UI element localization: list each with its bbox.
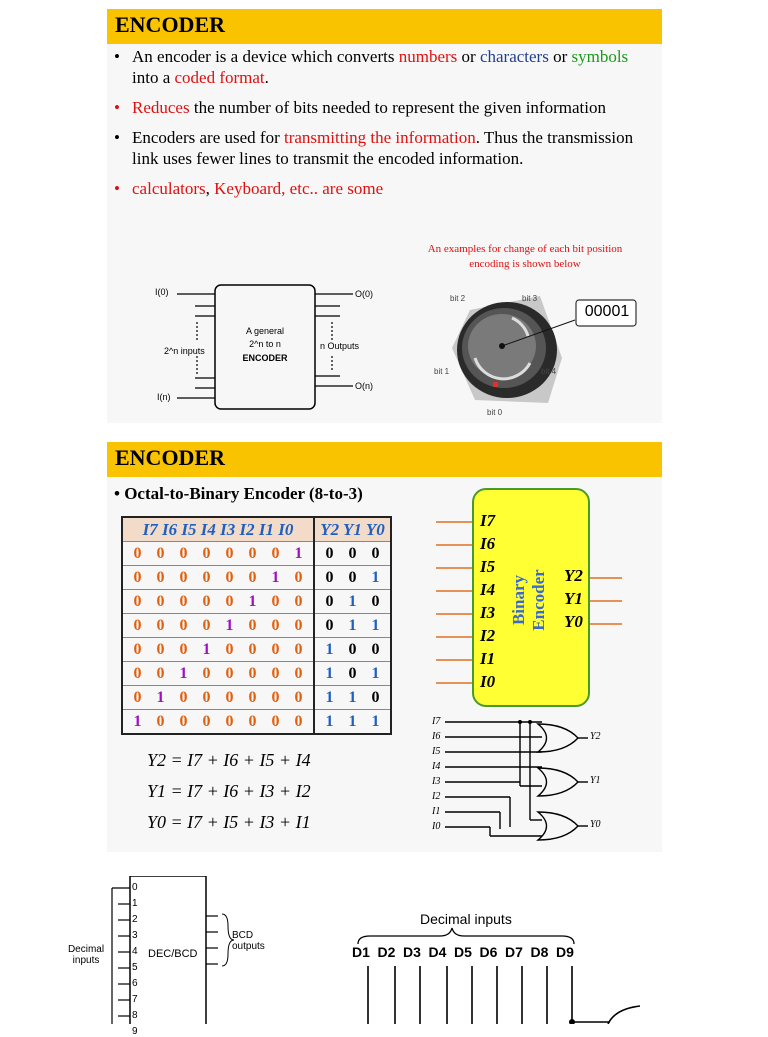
row-outputs	[314, 614, 391, 638]
output-bit: 0	[371, 640, 380, 658]
input-bit: 0	[248, 640, 257, 658]
output-bit: 0	[371, 544, 380, 562]
input-bit: 0	[179, 592, 188, 610]
input-bit: 1	[294, 544, 303, 562]
output-bit: 1	[371, 664, 380, 682]
input-bit: 1	[179, 664, 188, 682]
header-inputs: I7 I6 I5 I4 I3 I2 I1 I0	[122, 517, 314, 542]
input-bit: 1	[248, 592, 257, 610]
equation-y0: Y0 = I7 + I5 + I3 + I1	[147, 812, 311, 832]
input-bit: 0	[225, 544, 234, 562]
input-bit: 1	[271, 568, 280, 586]
truth-table-row	[122, 542, 391, 566]
truth-table-row	[122, 710, 391, 735]
decimal-label-line1: Decimal	[67, 944, 105, 955]
output-bit: 0	[325, 544, 334, 562]
input-bit: 0	[294, 688, 303, 706]
bcd-label-line1: BCD	[232, 930, 254, 941]
bullet-examples: • calculators, Keyboard, etc.. are some	[114, 179, 384, 198]
input-bit: 0	[133, 592, 142, 610]
encoder-output-label: Y0	[564, 612, 583, 631]
encoder-input-label: I4	[480, 580, 496, 599]
inputs-label: 2^n inputs	[164, 346, 205, 356]
output-bit: 1	[348, 616, 357, 634]
encoder-input-label: I3	[480, 603, 496, 622]
input-bottom-label: I(n)	[157, 392, 171, 402]
input-bit: 0	[179, 568, 188, 586]
output-bit: 0	[371, 592, 380, 610]
gate-input-label: I4	[432, 761, 441, 772]
encoder-input-label: I1	[480, 649, 496, 668]
slide-1-bullets	[114, 46, 654, 208]
input-bit: 0	[179, 688, 188, 706]
dec-bcd-chip-label: DEC/BCD	[148, 948, 198, 960]
truth-table-row	[122, 614, 391, 638]
input-bit: 0	[271, 688, 280, 706]
dec-bcd-pin-label: 1	[132, 898, 138, 909]
block-line2: 2^n to n	[249, 339, 281, 349]
disk-code-display: 00001	[584, 303, 630, 320]
input-bit: 0	[156, 640, 165, 658]
dec-bcd-pin-label: 8	[132, 1010, 138, 1021]
slide-2-title-bar	[107, 442, 662, 477]
equation-y2: Y2 = I7 + I6 + I5 + I4	[147, 750, 311, 770]
input-bit: 0	[156, 568, 165, 586]
output-bit: 0	[348, 664, 357, 682]
encoder-input-label: I0	[480, 672, 496, 691]
input-bit: 0	[202, 664, 211, 682]
bullet-text: .	[264, 68, 269, 87]
header-outputs: Y2 Y1 Y0	[314, 517, 391, 542]
slide-1-title: ENCODER	[115, 12, 226, 37]
output-bit: 1	[348, 688, 357, 706]
encoder-label-line2: Encoder	[529, 569, 548, 631]
row-inputs	[122, 566, 314, 590]
encoder-input-label: I2	[480, 626, 496, 645]
block-line1: A general	[245, 326, 285, 336]
d-input-label: D7	[505, 944, 523, 960]
dec-bcd-pin-label: 5	[132, 962, 138, 973]
input-top-label: I(0)	[155, 287, 169, 297]
input-bit: 1	[156, 688, 165, 706]
disk-bit4-label: bit 4	[541, 367, 557, 376]
input-bit: 0	[133, 688, 142, 706]
octal-bullet-text: Octal-to-Binary Encoder (8-to-3)	[124, 484, 363, 503]
input-bit: 0	[179, 640, 188, 658]
input-bit: 0	[294, 664, 303, 682]
output-bit: 0	[371, 688, 380, 706]
encoder-input-label: I6	[480, 534, 496, 553]
output-bit: 1	[371, 712, 380, 730]
output-bit: 1	[371, 616, 380, 634]
bullet-reduces: • Reduces the number of bits needed to represent the given information	[114, 98, 606, 117]
disk-bit0-label: bit 0	[487, 408, 503, 417]
encoder-output-label: Y2	[564, 566, 583, 585]
input-bit: 0	[202, 688, 211, 706]
dec-bcd-pin-label: 3	[132, 930, 138, 941]
encoder-input-label: I7	[480, 511, 496, 530]
input-bit: 0	[225, 568, 234, 586]
truth-table	[121, 516, 392, 735]
decimal-inputs-title: Decimal inputs	[420, 911, 512, 927]
input-bit: 0	[133, 568, 142, 586]
dec-bcd-pin-label: 9	[132, 1026, 138, 1037]
input-bit: 0	[202, 712, 211, 730]
input-bit: 0	[271, 592, 280, 610]
bullet-text: . Thus the transmission link uses fewer lines to transmit the encoded information.	[132, 128, 634, 168]
row-inputs	[122, 614, 314, 638]
output-top-label: O(0)	[355, 289, 373, 299]
bullet-text: or	[548, 47, 572, 66]
truth-table-row	[122, 638, 391, 662]
d-input-label: D9	[556, 944, 574, 960]
input-bit: 0	[156, 712, 165, 730]
row-outputs	[314, 686, 391, 710]
keyword-reduces: Reduces	[132, 98, 190, 117]
encoder-label	[509, 560, 549, 640]
row-outputs	[314, 662, 391, 686]
input-bit: 0	[225, 712, 234, 730]
input-bit: 0	[133, 664, 142, 682]
d-input-label: D2	[377, 944, 396, 960]
gate-input-label: I2	[432, 791, 441, 802]
input-bit: 0	[156, 544, 165, 562]
input-bit: 0	[248, 688, 257, 706]
bullet-text: ,	[205, 179, 215, 198]
gate-input-label: I5	[432, 746, 441, 757]
keyword-keyboard: Keyboard	[214, 179, 282, 198]
truth-table-row	[122, 590, 391, 614]
bcd-outputs-label	[232, 930, 265, 952]
output-bit: 1	[325, 688, 334, 706]
bullet-text: the number of bits needed to represent the given information	[189, 98, 606, 117]
output-bit: 0	[325, 568, 334, 586]
input-bit: 0	[225, 688, 234, 706]
input-bit: 0	[271, 664, 280, 682]
input-bit: 0	[133, 544, 142, 562]
bullet-text: An encoder is a device which converts	[132, 47, 399, 66]
d-input-label: D1	[352, 944, 370, 960]
keyword-coded-format: coded format	[174, 68, 265, 87]
d-input-label: D6	[479, 944, 498, 960]
encoder-output-label: Y1	[564, 589, 583, 608]
output-bit: 1	[325, 640, 334, 658]
keyword-transmitting: transmitting the information	[284, 128, 476, 147]
input-bit: 0	[133, 616, 142, 634]
input-bit: 0	[294, 616, 303, 634]
input-bit: 0	[225, 592, 234, 610]
row-outputs	[314, 566, 391, 590]
dec-bcd-diagram	[100, 876, 300, 1024]
slide-1-title-bar	[107, 9, 662, 44]
row-outputs	[314, 710, 391, 735]
gate-output-label: Y2	[590, 731, 601, 742]
input-bit: 0	[294, 568, 303, 586]
input-bit: 0	[202, 592, 211, 610]
equation-y1: Y1 = I7 + I6 + I3 + I2	[147, 781, 311, 801]
keyword-numbers: numbers	[398, 47, 458, 66]
row-outputs	[314, 542, 391, 566]
disk-bit2-label: bit 2	[450, 294, 466, 303]
input-bit: 0	[202, 616, 211, 634]
disk-bit3-label: bit 3	[522, 294, 538, 303]
bullet-text: into a	[132, 68, 175, 87]
encoder-label-line1: Binary	[509, 574, 528, 626]
octal-bullet: • Octal-to-Binary Encoder (8-to-3)	[114, 484, 363, 503]
input-bit: 0	[225, 640, 234, 658]
gate-output-label: Y1	[590, 775, 601, 786]
input-bit: 0	[248, 568, 257, 586]
row-inputs	[122, 542, 314, 566]
input-bit: 0	[179, 544, 188, 562]
input-bit: 0	[294, 712, 303, 730]
input-bit: 0	[294, 640, 303, 658]
input-bit: 0	[271, 712, 280, 730]
output-bit: 0	[348, 544, 357, 562]
output-bit: 0	[348, 568, 357, 586]
input-bit: 0	[248, 664, 257, 682]
bullet-text: , etc.. are some	[281, 179, 384, 198]
input-bit: 0	[271, 544, 280, 562]
truth-table-row	[122, 686, 391, 710]
output-bit: 1	[348, 592, 357, 610]
d-input-label: D5	[454, 944, 472, 960]
gate-output-label: Y0	[590, 819, 601, 830]
dec-bcd-pin-label: 7	[132, 994, 138, 1005]
keyword-characters: characters	[479, 47, 549, 66]
bcd-label-line2: outputs	[232, 941, 265, 952]
row-inputs	[122, 590, 314, 614]
output-bit: 0	[325, 616, 334, 634]
input-bit: 0	[156, 616, 165, 634]
dec-bcd-pin-label: 0	[132, 882, 138, 893]
row-inputs	[122, 662, 314, 686]
input-bit: 0	[294, 592, 303, 610]
input-bit: 0	[202, 544, 211, 562]
input-bit: 0	[248, 712, 257, 730]
truth-table-row	[122, 662, 391, 686]
keyword-symbols: symbols	[571, 47, 629, 66]
input-bit: 0	[271, 616, 280, 634]
gate-input-label: I7	[432, 716, 441, 727]
bullet-encoder-definition: • An encoder is a device which converts numbers or characters or symbols into a coded format.	[114, 47, 629, 87]
input-bit: 1	[202, 640, 211, 658]
bullet-transmitting: • Encoders are used for transmitting the information. Thus the transmission link uses fewer lines to transmit the encoded information.	[114, 128, 634, 168]
output-bit: 0	[348, 640, 357, 658]
input-bit: 0	[179, 616, 188, 634]
row-inputs	[122, 710, 314, 735]
dec-bcd-pin-label: 6	[132, 978, 138, 989]
outputs-label: n Outputs	[320, 341, 360, 351]
input-bit: 0	[179, 712, 188, 730]
output-bit: 1	[348, 712, 357, 730]
row-outputs	[314, 638, 391, 662]
slide-2-title: ENCODER	[115, 445, 226, 470]
dec-bcd-pin-label: 4	[132, 946, 138, 957]
input-bit: 0	[202, 568, 211, 586]
decimal-label-line2: inputs	[72, 955, 100, 966]
input-bit: 0	[156, 664, 165, 682]
input-bit: 0	[133, 640, 142, 658]
gate-input-label: I3	[432, 776, 441, 787]
output-bit: 0	[325, 592, 334, 610]
input-bit: 1	[225, 616, 234, 634]
input-bit: 0	[225, 664, 234, 682]
row-inputs	[122, 638, 314, 662]
output-bit: 1	[325, 712, 334, 730]
truth-table-row	[122, 566, 391, 590]
d-input-label: D4	[428, 944, 447, 960]
row-inputs	[122, 686, 314, 710]
input-bit: 0	[248, 544, 257, 562]
output-bit: 1	[325, 664, 334, 682]
bit-encoding-note: An examples for change of each bit position encoding is shown below	[427, 243, 623, 270]
d-input-label: D3	[403, 944, 421, 960]
input-bit: 0	[271, 640, 280, 658]
keyword-calculators: calculators	[132, 179, 206, 198]
block-line3: ENCODER	[242, 353, 288, 363]
d-input-label: D8	[530, 944, 549, 960]
decimal-inputs-circuit	[340, 924, 768, 1024]
bullet-text: Encoders are used for	[132, 128, 284, 147]
encoder-input-label: I5	[480, 557, 496, 576]
gate-input-label: I0	[432, 821, 441, 832]
output-bottom-label: O(n)	[355, 381, 373, 391]
dec-bcd-pin-label: 2	[132, 914, 138, 925]
row-outputs	[314, 590, 391, 614]
output-bit: 1	[371, 568, 380, 586]
disk-bit1-label: bit 1	[434, 367, 450, 376]
input-bit: 0	[156, 592, 165, 610]
gate-input-label: I1	[432, 806, 441, 817]
input-bit: 1	[133, 712, 142, 730]
gate-input-label: I6	[432, 731, 441, 742]
bullet-text: or	[457, 47, 480, 66]
input-bit: 0	[248, 616, 257, 634]
decimal-inputs-label	[66, 944, 106, 966]
